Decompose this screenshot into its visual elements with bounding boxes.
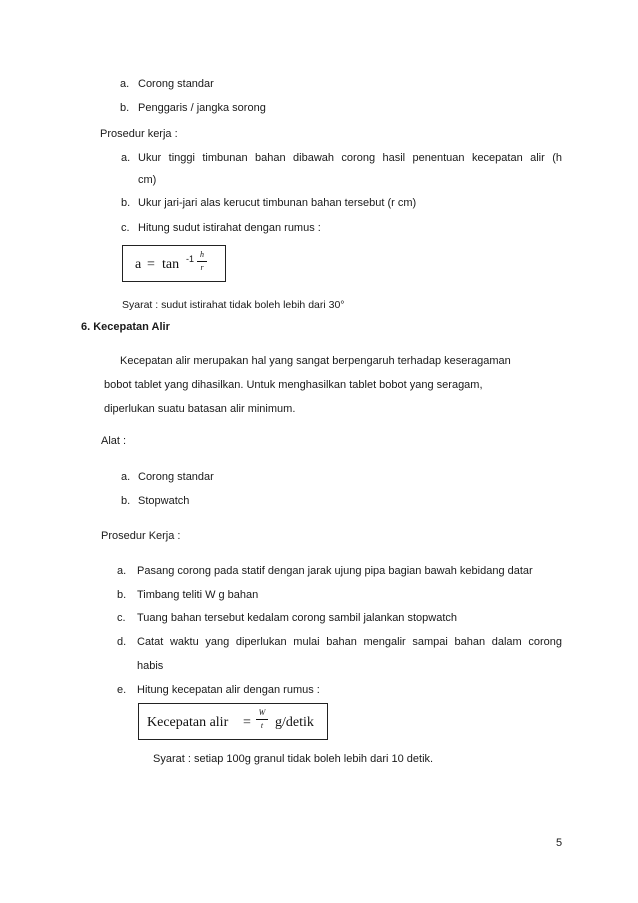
alat-item-text: Corong standar [138, 78, 214, 90]
formula-numerator: W [258, 708, 266, 717]
step-marker: b. [121, 197, 131, 209]
formula-denominator: t [260, 721, 264, 730]
step-marker: e. [117, 684, 127, 696]
step-marker: a. [121, 152, 131, 164]
step-text: Hitung sudut istirahat dengan rumus : [138, 222, 321, 234]
prosedur-heading: Prosedur Kerja : [101, 530, 181, 542]
formula-equals: = [147, 257, 155, 272]
formula-unit: g/detik [275, 715, 314, 730]
alat-heading: Alat : [101, 435, 127, 447]
syarat-note: Syarat : sudut istirahat tidak boleh lebih dari 30° [122, 299, 345, 311]
fraction-bar [256, 719, 268, 720]
step-text: Pasang corong pada statif dengan jarak ujung pipa bagian bawah kebidang datar [137, 565, 533, 577]
page-number: 5 [556, 837, 563, 849]
step-text: Ukur tinggi timbunan bahan dibawah corong hasil penentuan kecepatan alir (h [138, 152, 562, 164]
alat-item-marker: a. [120, 78, 130, 90]
step-marker: b. [117, 589, 127, 601]
section-heading: 6. Kecepatan Alir [81, 321, 170, 333]
angle-of-repose-formula [122, 245, 226, 282]
paragraph-line: diperlukan suatu batasan alir minimum. [104, 403, 296, 415]
formula-lhs: a [135, 257, 142, 272]
fraction-bar [197, 261, 207, 262]
step-marker: a. [117, 565, 127, 577]
formula-exponent: -1 [186, 254, 195, 264]
alat-item-text: Penggaris / jangka sorong [138, 102, 266, 114]
paragraph-line: Kecepatan alir merupakan hal yang sangat berpengaruh terhadap keseragaman [120, 355, 511, 367]
step-text-continued: cm) [138, 174, 157, 186]
step-text: Tuang bahan tersebut kedalam corong sambil jalankan stopwatch [137, 612, 458, 624]
formula-equals: = [243, 715, 251, 730]
step-text: Catat waktu yang diperlukan mulai bahan mengalir sampai bahan dalam corong [137, 636, 562, 648]
formula-numerator: h [200, 250, 204, 259]
formula-denominator: r [200, 263, 204, 272]
step-text: Timbang teliti W g bahan [137, 589, 259, 601]
formula-lhs: Kecepatan alir [147, 715, 229, 730]
paragraph-line: bobot tablet yang dihasilkan. Untuk menghasilkan tablet bobot yang seragam, [104, 379, 483, 391]
step-text: Ukur jari-jari alas kerucut timbunan bahan tersebut (r cm) [138, 197, 417, 209]
step-marker: d. [117, 636, 127, 648]
step-text-continued: habis [137, 660, 164, 672]
step-text: Hitung kecepatan alir dengan rumus : [137, 684, 320, 696]
syarat-note: Syarat : setiap 100g granul tidak boleh lebih dari 10 detik. [153, 753, 434, 765]
alat-item-marker: b. [121, 495, 131, 507]
alat-item-marker: b. [120, 102, 130, 114]
alat-item-text: Corong standar [138, 471, 214, 483]
step-marker: c. [121, 222, 130, 234]
alat-item-text: Stopwatch [138, 495, 190, 507]
formula-function: tan [162, 257, 180, 272]
flow-rate-formula [138, 703, 328, 740]
prosedur-heading: Prosedur kerja : [100, 128, 178, 140]
alat-item-marker: a. [121, 471, 131, 483]
step-marker: c. [117, 612, 126, 624]
